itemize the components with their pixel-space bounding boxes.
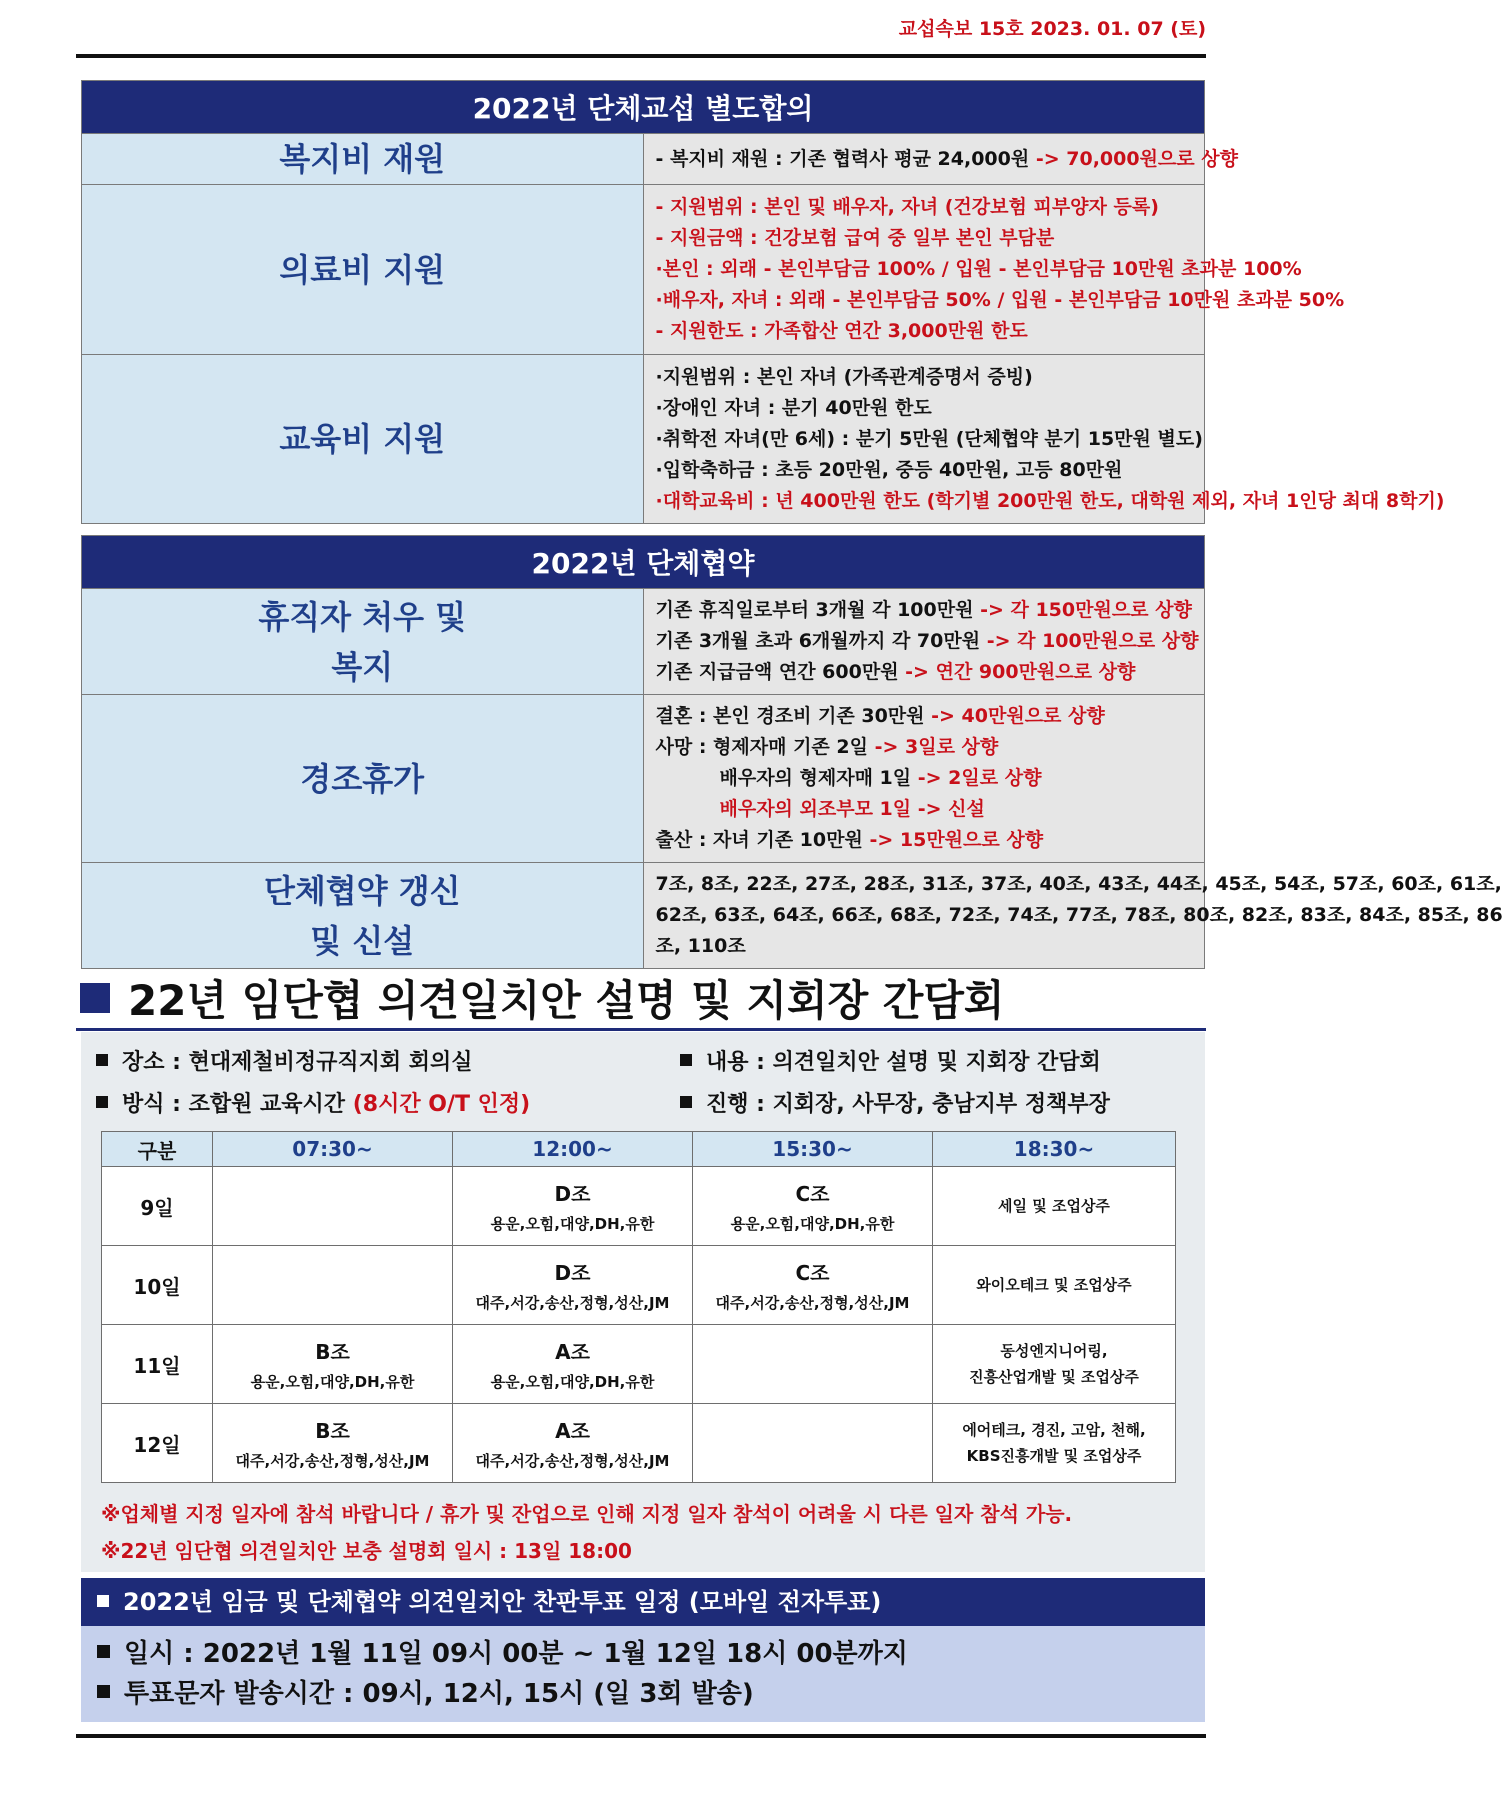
meeting-method bbox=[96, 1087, 530, 1118]
square-bullet-icon bbox=[97, 1595, 109, 1607]
slot-cell bbox=[453, 1246, 693, 1325]
schedule-day: 10일 bbox=[102, 1246, 213, 1325]
schedule-header: 15:30~ bbox=[693, 1132, 933, 1167]
top-divider bbox=[76, 54, 1206, 58]
meeting-title bbox=[80, 968, 1004, 1028]
renewal-content bbox=[643, 863, 1503, 969]
education-line: ·장애인 자녀 : 분기 40만원 한도 bbox=[655, 396, 932, 419]
slot-group: B조 bbox=[315, 1419, 350, 1443]
medical-label: 의료비 지원 bbox=[82, 185, 644, 355]
welfare-label: 복지비 재원 bbox=[82, 134, 644, 185]
slot-cell bbox=[213, 1167, 453, 1246]
leave-text: 기존 지급금액 연간 600만원 bbox=[655, 661, 906, 683]
slot-cell bbox=[453, 1167, 693, 1246]
slot-cell bbox=[693, 1246, 933, 1325]
vote-line-text: 투표문자 발송시간 : 09시, 12시, 15시 (일 3회 발송) bbox=[124, 1679, 754, 1709]
meeting-place-text: 장소 : 현대제철비정규직지회 회의실 bbox=[122, 1050, 473, 1075]
slot-note-line: 와이오테크 및 조업상주 bbox=[976, 1276, 1132, 1294]
leave-change: -> 연간 900만원으로 상향 bbox=[905, 661, 1136, 683]
condolence-text: 출산 : 자녀 기존 10만원 bbox=[655, 829, 870, 851]
meeting-content-text: 내용 : 의견일치안 설명 및 지회장 간담회 bbox=[706, 1050, 1101, 1075]
leave-text: 기존 휴직일로부터 3개월 각 100만원 bbox=[655, 599, 981, 621]
education-content bbox=[643, 355, 1445, 524]
welfare-text: - 복지비 재원 : 기존 협력사 평균 24,000원 bbox=[655, 147, 1036, 170]
schedule-day: 9일 bbox=[102, 1167, 213, 1246]
slot-cell bbox=[693, 1404, 933, 1483]
slot-group: A조 bbox=[555, 1340, 590, 1364]
meeting-content bbox=[680, 1045, 1101, 1076]
slot-cell bbox=[213, 1404, 453, 1483]
slot-members: 용운,오힘,대양,DH,유한 bbox=[250, 1373, 415, 1391]
vote-line bbox=[97, 1674, 1189, 1714]
table-row bbox=[102, 1404, 1176, 1483]
leave-change: -> 각 100만원으로 상향 bbox=[986, 630, 1199, 652]
meeting-note: ※22년 임단협 의견일치안 보충 설명회 일시 : 13일 18:00 bbox=[101, 1539, 632, 1563]
condolence-new: 배우자의 외조부모 1일 -> 신설 bbox=[719, 798, 985, 820]
slot-cell bbox=[693, 1325, 933, 1404]
vote-line-text: 일시 : 2022년 1월 11일 09시 00분 ~ 1월 12일 18시 00분까지 bbox=[124, 1639, 908, 1669]
schedule-day: 12일 bbox=[102, 1404, 213, 1483]
leave-text: 기존 3개월 초과 6개월까지 각 70만원 bbox=[655, 630, 987, 652]
slot-note-line: 에어테크, 경진, 고암, 천해, bbox=[962, 1421, 1146, 1439]
condolence-text: 결혼 : 본인 경조비 기존 30만원 bbox=[655, 705, 932, 727]
agreement-title: 2022년 단체교섭 별도합의 bbox=[82, 81, 1205, 134]
medical-line: ·배우자, 자녀 : 외래 - 본인부담금 50% / 입원 - 본인부담금 10만원 초과분 50% bbox=[655, 289, 1345, 311]
condolence-change: -> 40만원으로 상향 bbox=[931, 705, 1105, 727]
square-bullet-icon bbox=[80, 983, 110, 1013]
slot-members: 용운,오힘,대양,DH,유한 bbox=[730, 1215, 895, 1233]
slot-group: A조 bbox=[555, 1419, 590, 1443]
square-bullet-icon bbox=[97, 1645, 110, 1658]
agreement-table bbox=[81, 80, 1445, 524]
slot-note-line: 진흥산업개발 및 조업상주 bbox=[969, 1368, 1139, 1386]
slot-group: D조 bbox=[554, 1182, 591, 1206]
table-row bbox=[102, 1246, 1176, 1325]
medical-line: - 지원한도 : 가족합산 연간 3,000만원 한도 bbox=[655, 320, 1028, 342]
square-bullet-icon bbox=[97, 1685, 110, 1698]
condolence-text: 배우자의 형제자매 1일 bbox=[719, 767, 918, 789]
schedule-header: 18:30~ bbox=[933, 1132, 1176, 1167]
schedule-header: 07:30~ bbox=[213, 1132, 453, 1167]
education-label: 교육비 지원 bbox=[82, 355, 644, 524]
schedule-header: 구분 bbox=[102, 1132, 213, 1167]
renewal-line: 62조, 63조, 64조, 66조, 68조, 72조, 74조, 77조, 78조, 80조, 82조, 83조, 84조, 85조, 86 bbox=[655, 904, 1503, 926]
condolence-label: 경조휴가 bbox=[82, 695, 644, 863]
leave-label bbox=[82, 589, 644, 695]
welfare-change: -> 70,000원으로 상향 bbox=[1035, 147, 1238, 170]
slot-note bbox=[933, 1167, 1176, 1246]
condolence-change: -> 2일로 상향 bbox=[917, 767, 1042, 789]
meeting-place bbox=[96, 1045, 473, 1076]
meeting-method-note: (8시간 O/T 인정) bbox=[352, 1092, 531, 1117]
medical-line: - 지원범위 : 본인 및 배우자, 자녀 (건강보험 피부양자 등록) bbox=[655, 196, 1159, 218]
schedule-header: 12:00~ bbox=[453, 1132, 693, 1167]
slot-note bbox=[933, 1404, 1176, 1483]
slot-group: C조 bbox=[795, 1261, 830, 1285]
square-bullet-icon bbox=[96, 1054, 108, 1066]
cba-title: 2022년 단체협약 bbox=[82, 536, 1205, 589]
meeting-notes bbox=[101, 1496, 1072, 1570]
meeting-note: ※업체별 지정 일자에 참석 바랍니다 / 휴가 및 잔업으로 인해 지정 일자 참석이 어려울 시 다른 일자 참석 가능. bbox=[101, 1502, 1073, 1526]
meeting-host bbox=[680, 1087, 1110, 1118]
cba-table bbox=[81, 535, 1503, 969]
vote-body bbox=[81, 1626, 1205, 1722]
table-row bbox=[102, 1325, 1176, 1404]
slot-members: 대주,서강,송산,정형,성산,JM bbox=[235, 1452, 430, 1470]
issue-header: 교섭속보 15호 2023. 01. 07 (토) bbox=[898, 18, 1206, 40]
square-bullet-icon bbox=[680, 1096, 692, 1108]
slot-members: 대주,서강,송산,정형,성산,JM bbox=[715, 1294, 910, 1312]
meeting-divider bbox=[76, 1028, 1206, 1031]
renewal-label-line: 및 신설 bbox=[310, 921, 415, 960]
medical-line: - 지원금액 : 건강보험 급여 중 일부 본인 부담분 bbox=[655, 227, 1055, 249]
vote-title bbox=[81, 1578, 1205, 1626]
medical-content bbox=[643, 185, 1345, 355]
square-bullet-icon bbox=[680, 1054, 692, 1066]
education-line: ·취학전 자녀(만 6세) : 분기 5만원 (단체협약 분기 15만원 별도) bbox=[655, 427, 1203, 450]
slot-members: 용운,오힘,대양,DH,유한 bbox=[490, 1373, 655, 1391]
education-line-university: ·대학교육비 : 년 400만원 한도 (학기별 200만원 한도, 대학원 제외, 자녀 1인당 최대 8학기) bbox=[655, 489, 1445, 512]
slot-note-line: 세일 및 조업상주 bbox=[998, 1197, 1110, 1215]
slot-members: 용운,오힘,대양,DH,유한 bbox=[490, 1215, 655, 1233]
medical-line: ·본인 : 외래 - 본인부담금 100% / 입원 - 본인부담금 10만원 초과분 100% bbox=[655, 258, 1302, 280]
slot-members: 대주,서강,송산,정형,성산,JM bbox=[475, 1452, 670, 1470]
slot-cell bbox=[453, 1404, 693, 1483]
education-line: ·입학축하금 : 초등 20만원, 중등 40만원, 고등 80만원 bbox=[655, 458, 1123, 481]
vote-title-text: 2022년 임금 및 단체협약 의견일치안 찬판투표 일정 (모바일 전자투표) bbox=[123, 1588, 882, 1616]
slot-group: D조 bbox=[554, 1261, 591, 1285]
leave-label-line: 복지 bbox=[331, 647, 394, 686]
vote-line bbox=[97, 1634, 1189, 1674]
condolence-content bbox=[643, 695, 1205, 863]
condolence-change: -> 15만원으로 상향 bbox=[869, 829, 1044, 851]
bottom-divider bbox=[76, 1734, 1206, 1738]
slot-note-line: 동성엔지니어링, bbox=[1000, 1342, 1108, 1360]
meeting-method-text: 방식 : 조합원 교육시간 bbox=[122, 1092, 353, 1117]
slot-note-line: KBS진흥개발 및 조업상주 bbox=[966, 1447, 1142, 1465]
schedule-table bbox=[101, 1131, 1176, 1483]
condolence-text: 사망 : 형제자매 기존 2일 bbox=[655, 736, 875, 758]
meeting-host-text: 진행 : 지회장, 사무장, 충남지부 정책부장 bbox=[706, 1092, 1110, 1117]
slot-group: C조 bbox=[795, 1182, 830, 1206]
slot-cell bbox=[693, 1167, 933, 1246]
meeting-title-text: 22년 임단협 의견일치안 설명 및 지회장 간담회 bbox=[128, 976, 1005, 1025]
leave-change: -> 각 150만원으로 상향 bbox=[980, 599, 1192, 621]
schedule-day: 11일 bbox=[102, 1325, 213, 1404]
slot-note bbox=[933, 1246, 1176, 1325]
slot-note bbox=[933, 1325, 1176, 1404]
slot-members: 대주,서강,송산,정형,성산,JM bbox=[475, 1294, 670, 1312]
renewal-label-line: 단체협약 갱신 bbox=[263, 871, 461, 910]
slot-cell bbox=[453, 1325, 693, 1404]
education-line: ·지원범위 : 본인 자녀 (가족관계증명서 증빙) bbox=[655, 365, 1033, 388]
table-row bbox=[102, 1167, 1176, 1246]
leave-content bbox=[643, 589, 1205, 695]
slot-cell bbox=[213, 1246, 453, 1325]
condolence-change: -> 3일로 상향 bbox=[874, 736, 999, 758]
leave-label-line: 휴직자 처우 및 bbox=[258, 597, 467, 636]
welfare-content bbox=[643, 134, 1238, 185]
renewal-label bbox=[82, 863, 644, 969]
square-bullet-icon bbox=[96, 1096, 108, 1108]
slot-cell bbox=[213, 1325, 453, 1404]
renewal-line: 7조, 8조, 22조, 27조, 28조, 31조, 37조, 40조, 43조, 44조, 45조, 54조, 57조, 60조, 61조, bbox=[655, 873, 1502, 895]
slot-group: B조 bbox=[315, 1340, 350, 1364]
renewal-line: 조, 110조 bbox=[655, 935, 746, 957]
